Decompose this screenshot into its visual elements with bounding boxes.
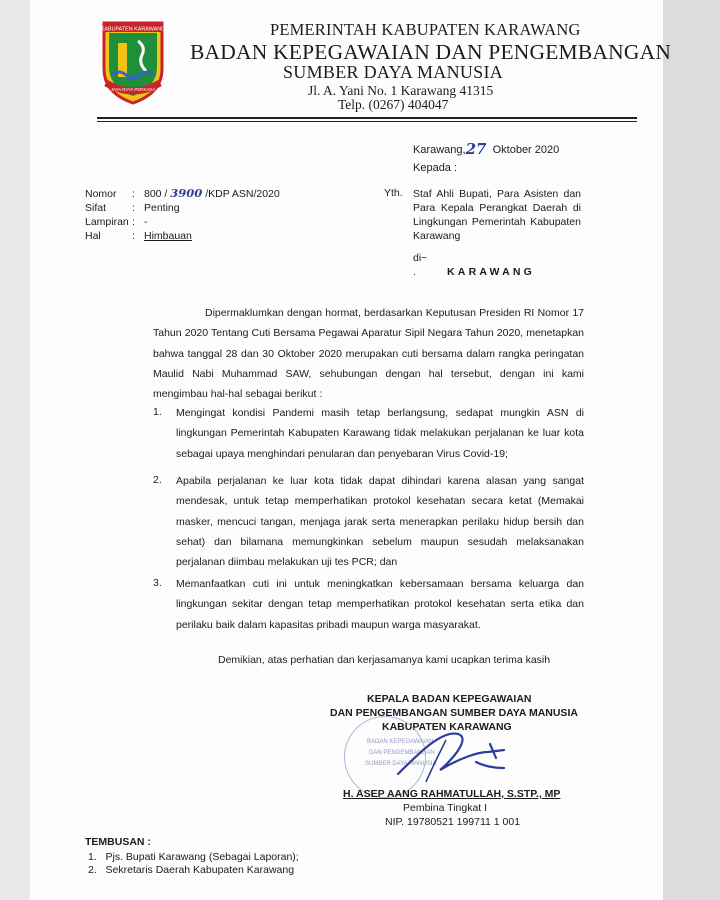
letter-date (413, 139, 559, 157)
closing-text: Demikian, atas perhatian dan kerjasamanya kami ucapkan terima kasih (218, 654, 551, 666)
nomor-colon: : (132, 188, 135, 200)
hal-value: Himbauan (144, 230, 192, 242)
tembusan-item: 2. Sekretaris Daerah Kabupaten Karawang (88, 864, 295, 876)
recipient-block (413, 187, 581, 243)
tembusan-heading: TEMBUSAN : (85, 836, 151, 848)
recipient-line: Staf Ahli Bupati, Para Asisten dan (413, 188, 581, 200)
letterhead-rule-thin (97, 121, 637, 122)
date-city: Karawang, (413, 144, 466, 156)
yth-label: Yth. (384, 187, 403, 199)
hal-colon: : (132, 230, 135, 242)
letterhead-phone: Telp. (0267) 404047 (338, 97, 449, 112)
di-label: di~ (413, 252, 428, 264)
letterhead-government: PEMERINTAH KABUPATEN KARAWANG (270, 20, 581, 39)
place-dot: . (413, 266, 416, 278)
date-month-year: Oktober 2020 (492, 144, 560, 156)
lampiran-colon: : (132, 216, 135, 228)
signatory-nip: NIP. 19780521 199711 1 001 (385, 816, 521, 828)
stamp-line: DAN PENGEMBANGAN (369, 750, 435, 756)
signatory-name: H. ASEP AANG RAHMATULLAH, S.STP., MP (343, 788, 561, 800)
stamp-line: BADAN KEPEGAWAIAN (367, 739, 434, 745)
handwritten-signature (380, 722, 520, 792)
hal-label: Hal (85, 230, 101, 242)
karawang-logo (100, 19, 166, 105)
logo-text-bottom: JAYA RAYA PERKASA (110, 87, 156, 92)
tembusan-item: 1. Pjs. Bupati Karawang (Sebagai Laporan); (88, 851, 299, 863)
sifat-colon: : (132, 202, 135, 214)
date-day-handwritten: 27 (465, 140, 487, 158)
letterhead-agency-sub: SUMBER DAYA MANUSIA (283, 62, 504, 82)
nomor-label: Nomor (85, 188, 117, 200)
page-edge-shadow (663, 0, 720, 900)
nomor-prefix: 800 / (144, 188, 168, 200)
item-number: 1. (153, 406, 162, 418)
item-text: Mengingat kondisi Pandemi masih tetap berlangsung, sedapat mungkin ASN di lingkungan Pemerintah Kabupaten Karawang tidak melakukan perjalanan ke luar kota sebagai upaya menghindari penularan dan penyebaran Virus Covid-19; (176, 407, 584, 460)
lampiran-label: Lampiran (85, 216, 129, 228)
intro-text: Dipermaklumkan dengan hormat, berdasarkan Keputusan Presiden RI Nomor 17 Tahun 2020 Tentang Cuti Bersama Pegawai Aparatur Sipil Negara Tahun 2020, menetapkan bahwa tanggal 28 dan 30 Oktober 2020 merupakan cuti bersama dalam rangka peringatan Maulid Nabi Muhammad SAW, sehubungan dengan hal tersebut, dengan ini kami mengimbau hal-hal sebagai berikut : (153, 307, 584, 401)
kepada-label: Kepada : (413, 162, 458, 174)
letterhead-address: Jl. A. Yani No. 1 Karawang 41315 (308, 83, 494, 98)
sifat-value: Penting (144, 202, 180, 214)
signature-title-line3: KABUPATEN KARAWANG (382, 721, 512, 733)
recipient-line: Lingkungan Pemerintah Kabupaten (413, 216, 581, 228)
signatory-rank: Pembina Tingkat I (403, 802, 488, 814)
sifat-label: Sifat (85, 202, 107, 214)
letterhead-rule-thick (97, 117, 637, 119)
item-number: 3. (153, 577, 162, 589)
letterhead-agency: BADAN KEPEGAWAIAN DAN PENGEMBANGAN (190, 40, 672, 64)
lampiran-value: - (144, 216, 148, 228)
item-text: Apabila perjalanan ke luar kota tidak dapat dihindari karena alasan yang sangat mendesak, untuk tetap memperhatikan protokol kesehatan secara ketat (Memakai masker, mencuci tangan, menjaga jarak serta menerapkan perilaku hidup bersih dan sehat) dan bilamana memungkinkan sebelum maupun sesudah melaksanakan perjalanan diimbau melakukan uji tes PCR; dan (176, 475, 584, 569)
item-number: 2. (153, 474, 162, 486)
logo-text-top: KABUPATEN KARAWANG (100, 26, 166, 33)
nomor-value (144, 186, 280, 200)
recipient-line: Karawang (413, 230, 461, 242)
item-text: Memanfaatkan cuti ini untuk meningkatkan kebersamaan bersama keluarga dan lingkungan sekitar dengan tetap memperhatikan protokol kesehatan serta etika dan perilaku baik dalam kapasitas pribadi maupun warga masyarakat. (176, 578, 584, 631)
nomor-handwritten: 3900 (170, 186, 203, 200)
intro-paragraph (153, 303, 584, 404)
signature-title-line2: DAN PENGEMBANGAN SUMBER DAYA MANUSIA (330, 707, 578, 719)
nomor-suffix: /KDP ASN/2020 (205, 188, 280, 200)
signature-title-line1: KEPALA BADAN KEPEGAWAIAN (367, 693, 532, 705)
recipient-line: Para Kepala Perangkat Daerah di (413, 202, 581, 214)
stamp-line: SUMBER DAYA MANUSIA (365, 761, 437, 767)
recipient-place: KARAWANG (447, 266, 536, 278)
